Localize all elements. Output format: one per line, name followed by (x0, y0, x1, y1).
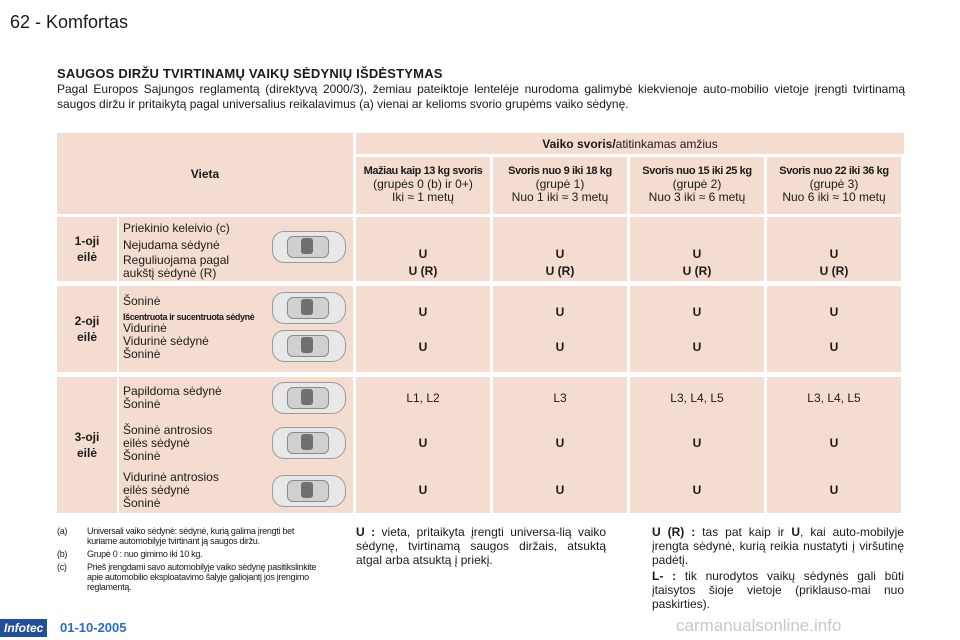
value-text: U (555, 436, 565, 450)
footer-date: 01-10-2005 (60, 620, 127, 635)
group-header-2 (630, 157, 764, 214)
value-text: U (692, 305, 702, 319)
value-text: U (692, 483, 702, 497)
value-text: U (R) (408, 264, 438, 278)
value-text: U (692, 436, 702, 450)
footnote (57, 526, 325, 546)
weight-header-rest: atitinkamas amžius (615, 136, 718, 151)
group-title: Svoris nuo 15 iki 25 kg (642, 165, 752, 177)
value-text: U (555, 305, 565, 319)
value-text: U (829, 305, 839, 319)
legend-ur-entry (652, 525, 904, 567)
legend-text: tas pat kaip ir (695, 525, 792, 539)
row-label-line: eilė (76, 330, 97, 344)
seat-name: Vidurinė (123, 321, 167, 335)
row-label-line: 1-oji (74, 234, 100, 248)
value-text: U (555, 483, 565, 497)
value-text: L1, L2 (406, 391, 440, 405)
group-number: (grupės 0 (b) ir 0+) (373, 177, 473, 191)
car-seat-diagram-icon (272, 382, 346, 414)
page-header (10, 12, 128, 33)
page-number: 62 (10, 12, 31, 32)
car-seat-diagram-icon (272, 330, 346, 362)
group-age: Nuo 3 iki ≈ 6 metų (648, 190, 746, 204)
value-cell (767, 286, 901, 372)
weight-header (356, 133, 904, 154)
legend-text: , kai auto-mobilyje įrengta sėdynė, kurią reikia nustatyti į viršutinę padėtį. (652, 525, 904, 567)
legend-key: U (R) : (652, 525, 696, 539)
group-age: Nuo 6 iki ≈ 10 metų (782, 190, 886, 204)
value-text: U (692, 340, 702, 354)
row-label-1 (57, 217, 117, 281)
row-label-line: eilė (76, 250, 97, 264)
section-name: Komfortas (46, 12, 129, 32)
seat-name: Reguliuojama pagal (123, 253, 230, 267)
value-text: L3, L4, L5 (807, 391, 861, 405)
value-cell (630, 377, 764, 513)
seat-name: Šoninė (123, 294, 161, 308)
seat-name: Šoninė (123, 496, 161, 510)
value-cell (767, 217, 901, 281)
value-text: U (R) (545, 264, 575, 278)
footnote-text: Grupė 0 : nuo gimimo iki 10 kg. (87, 549, 203, 559)
row-label-3 (57, 377, 117, 513)
value-text: U (418, 436, 428, 450)
seat-cell-row2 (119, 286, 353, 372)
header-separator: - (30, 12, 47, 32)
car-seat-diagram-icon (272, 292, 346, 324)
value-text: U (692, 247, 702, 261)
seat-name: Nejudama sėdynė (123, 238, 220, 252)
value-cell (630, 286, 764, 372)
value-text: L3 (553, 391, 567, 405)
seat-name: Šoninė (123, 347, 161, 361)
group-header-0 (356, 157, 490, 214)
car-seat-diagram-icon (272, 475, 346, 507)
seat-name: Papildoma sėdynė (123, 384, 222, 398)
value-text: U (418, 305, 428, 319)
value-cell (630, 217, 764, 281)
seat-name: Šoninė antrosios (123, 423, 213, 437)
footnote (57, 549, 325, 559)
value-cell (356, 286, 490, 372)
footnote (57, 562, 325, 592)
legend-key: U : (356, 525, 376, 539)
footnote-key: (b) (57, 549, 68, 559)
seat-name: Išcentruota ir sucentruota sėdynė (123, 312, 255, 322)
seat-name: eilės sėdynė (123, 436, 190, 450)
car-seat-diagram-icon (272, 427, 346, 459)
group-number: (grupė 3) (809, 177, 859, 191)
group-title: Mažiau kaip 13 kg svoris (363, 165, 483, 177)
seat-name: aukštį sėdynė (R) (123, 266, 217, 280)
value-text: U (829, 483, 839, 497)
footnote-text: Prieš įrengdami savo automobilyje vaiko sėdynę pasitikslinkite apie automobilio eksploatavimo šalyje galiojantį jos įrengimo reglamentą. (87, 562, 317, 592)
group-title: Svoris nuo 22 iki 36 kg (779, 165, 889, 177)
row-label-line: 3-oji (74, 430, 100, 444)
value-text: U (R) (819, 264, 849, 278)
value-text: U (R) (682, 264, 712, 278)
seat-name: Vidurinė antrosios (123, 470, 219, 484)
row-label-line: 2-oji (74, 314, 100, 328)
watermark: carmanualsonline.info (676, 616, 842, 635)
value-cell (493, 217, 627, 281)
group-header-3 (767, 157, 901, 214)
weight-header-bold: Vaiko svoris/ (542, 136, 616, 151)
value-cell (356, 377, 490, 513)
value-text: U (418, 483, 428, 497)
legend-text: vieta, pritaikyta įrengti universa-lią vaiko sėdynę, tvirtinamą saugos diržais, atsuktą atgal arba atsuktą į priekį. (356, 525, 606, 567)
section-title: SAUGOS DIRŽU TVIRTINAMŲ VAIKŲ SĖDYNIŲ IŠDĖSTYMAS (57, 66, 443, 81)
legend-text: tik nurodytos vaikų sėdynės gali būti įtaisytos šioje vietoje (priklauso-mai nuo paskirties). (652, 569, 904, 611)
intro-paragraph: Pagal Europos Sajungos reglamentą (direktyvą 2000/3), žemiau pateiktoje lentelėje nurodoma galimybė kiekvienoje auto-mobilio vietoje įrengti tvirtinamą saugos diržu ir pritaikytą pagal universalius reikalavimus (a) vienai ar kelioms svorio grupėms vaiko sėdynę. (57, 82, 905, 111)
value-cell (493, 286, 627, 372)
footnote-text: Universali vaiko sėdynė: sėdynė, kurią galima įrengti bet kuriame automobilyje tvirtinant ją saugos diržu. (87, 526, 295, 546)
value-text: U (829, 340, 839, 354)
seat-name: Šoninė (123, 397, 161, 411)
value-cell (356, 217, 490, 281)
seat-cell-row3 (119, 377, 353, 513)
seat-name: Priekinio keleivio (c) (123, 221, 230, 235)
legend-l-entry (652, 569, 904, 611)
place-header: Vieta (57, 133, 353, 214)
value-text: U (418, 247, 428, 261)
footnote-key: (a) (57, 526, 68, 536)
value-cell (767, 377, 901, 513)
value-text: U (829, 247, 839, 261)
row-label-line: eilė (76, 446, 97, 460)
seat-name: Vidurinė sėdynė (123, 334, 209, 348)
footnote-key: (c) (57, 562, 67, 572)
group-title: Svoris nuo 9 iki 18 kg (508, 165, 612, 177)
group-number: (grupė 2) (672, 177, 722, 191)
group-age: Nuo 1 iki ≈ 3 metų (511, 190, 609, 204)
seat-cell-row1 (119, 217, 353, 281)
value-text: U (418, 340, 428, 354)
brand-logo: Infotec (0, 619, 47, 637)
legend-u (356, 525, 606, 567)
group-header-1 (493, 157, 627, 214)
value-text: U (555, 340, 565, 354)
value-text: U (829, 436, 839, 450)
legend-ur (652, 525, 904, 611)
row-label-2 (57, 286, 117, 372)
value-text: L3, L4, L5 (670, 391, 724, 405)
footnotes (57, 526, 325, 595)
seat-name: eilės sėdynė (123, 483, 190, 497)
legend-text: U (791, 525, 801, 539)
value-text: U (555, 247, 565, 261)
legend-key: L- : (652, 569, 677, 583)
group-number: (grupė 1) (535, 177, 585, 191)
seat-name: Šoninė (123, 449, 161, 463)
value-cell (493, 377, 627, 513)
car-seat-diagram-icon (272, 231, 346, 263)
group-age: Iki ≈ 1 metų (392, 190, 454, 204)
